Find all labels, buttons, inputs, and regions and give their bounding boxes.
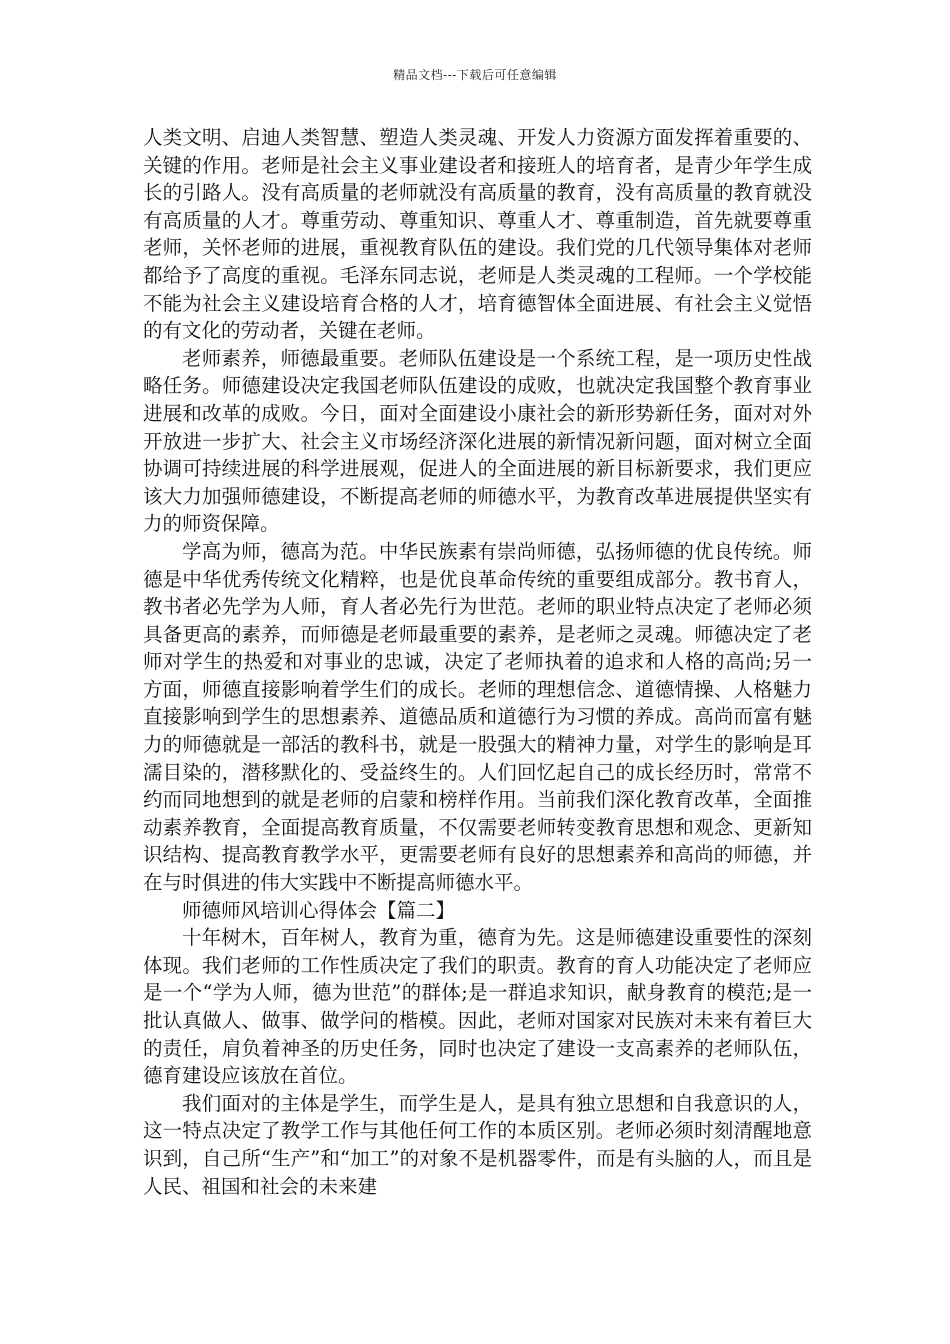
paragraph-1: 人类文明、启迪人类智慧、塑造人类灵魂、开发人力资源方面发挥着重要的、关键的作用。老师是社会主义事业建设者和接班人的培育者，是青少年学生成长的引路人。没有高质量的老师就没有高质量的教育，没有高质量的教育就没有高质量的人才。尊重劳动、尊重知识、尊重人才、尊重制造，首先就要尊重老师，关怀老师的进展，重视教育队伍的建设。我们党的几代领导集体对老师都给予了高度的重视。毛泽东同志说，老师是人类灵魂的工程师。一个学校能不能为社会主义建设培育合格的人才，培育德智体全面进展、有社会主义觉悟的有文化的劳动者，关键在老师。: [143, 126, 812, 343]
paragraph-2: 老师素养，师德最重要。老师队伍建设是一个系统工程，是一项历史性战略任务。师德建设决定我国老师队伍建设的成败，也就决定我国整个教育事业进展和改革的成败。今日，面对全面建设小康社会的新形势新任务，面对对外开放进一步扩大、社会主义市场经济深化进展的新情况新问题，面对树立全面协调可持续进展的科学进展观，促进人的全面进展的新目标新要求，我们更应该大力加强师德建设，不断提高老师的师德水平，为教育改革进展提供坚实有力的师资保障。: [143, 346, 812, 536]
paragraph-3: 学高为师，德高为范。中华民族素有崇尚师德，弘扬师德的优良传统。师德是中华优秀传统文化精粹，也是优良革命传统的重要组成部分。教书育人，教书者必先学为人师，育人者必先行为世范。老师的职业特点决定了老师必须具备更高的素养，而师德是老师最重要的素养，是老师之灵魂。师德决定了老师对学生的热爱和对事业的忠诚，决定了老师执着的追求和人格的高尚;另一方面，师德直接影响着学生们的成长。老师的理想信念、道德情操、人格魅力直接影响到学生的思想素养、道德品质和道德行为习惯的养成。高尚而富有魅力的师德就是一部活的教科书，就是一股强大的精神力量，对学生的影响是耳濡目染的，潜移默化的、受益终生的。人们回忆起自己的成长经历时，常常不约而同地想到的就是老师的启蒙和榜样作用。当前我们深化教育改革，全面推动素养教育，全面提高教育质量，不仅需要老师转变教育思想和观念、更新知识结构、提高教育教学水平，更需要老师有良好的思想素养和高尚的师德，并在与时俱进的伟大实践中不断提高师德水平。: [143, 539, 812, 895]
document-body: [143, 124, 812, 1200]
paragraph-4: 十年树木，百年树人，教育为重，德育为先。这是师德建设重要性的深刻体现。我们老师的工作性质决定了我们的职责。教育的育人功能决定了老师应是一个“学为人师，德为世范”的群体;是一群追求知识，献身教育的模范;是一批认真做人、做事、做学问的楷模。因此，老师对国家对民族对未来有着巨大的责任，肩负着神圣的历史任务，同时也决定了建设一支高素养的老师队伍，德育建设应该放在首位。: [143, 926, 813, 1088]
section-title: 师德师风培训心得体会【篇二】: [182, 898, 456, 922]
page-header: 精品文档---下载后可任意编辑: [393, 68, 557, 82]
paragraph-5: 我们面对的主体是学生，而学生是人，是具有独立思想和自我意识的人，这一特点决定了教学工作与其他任何工作的本质区别。老师必须时刻清醒地意识到，自己所“生产”和“加工”的对象不是机器零件，而是有头脑的人，而且是人民、祖国和社会的未来建: [143, 1091, 812, 1198]
